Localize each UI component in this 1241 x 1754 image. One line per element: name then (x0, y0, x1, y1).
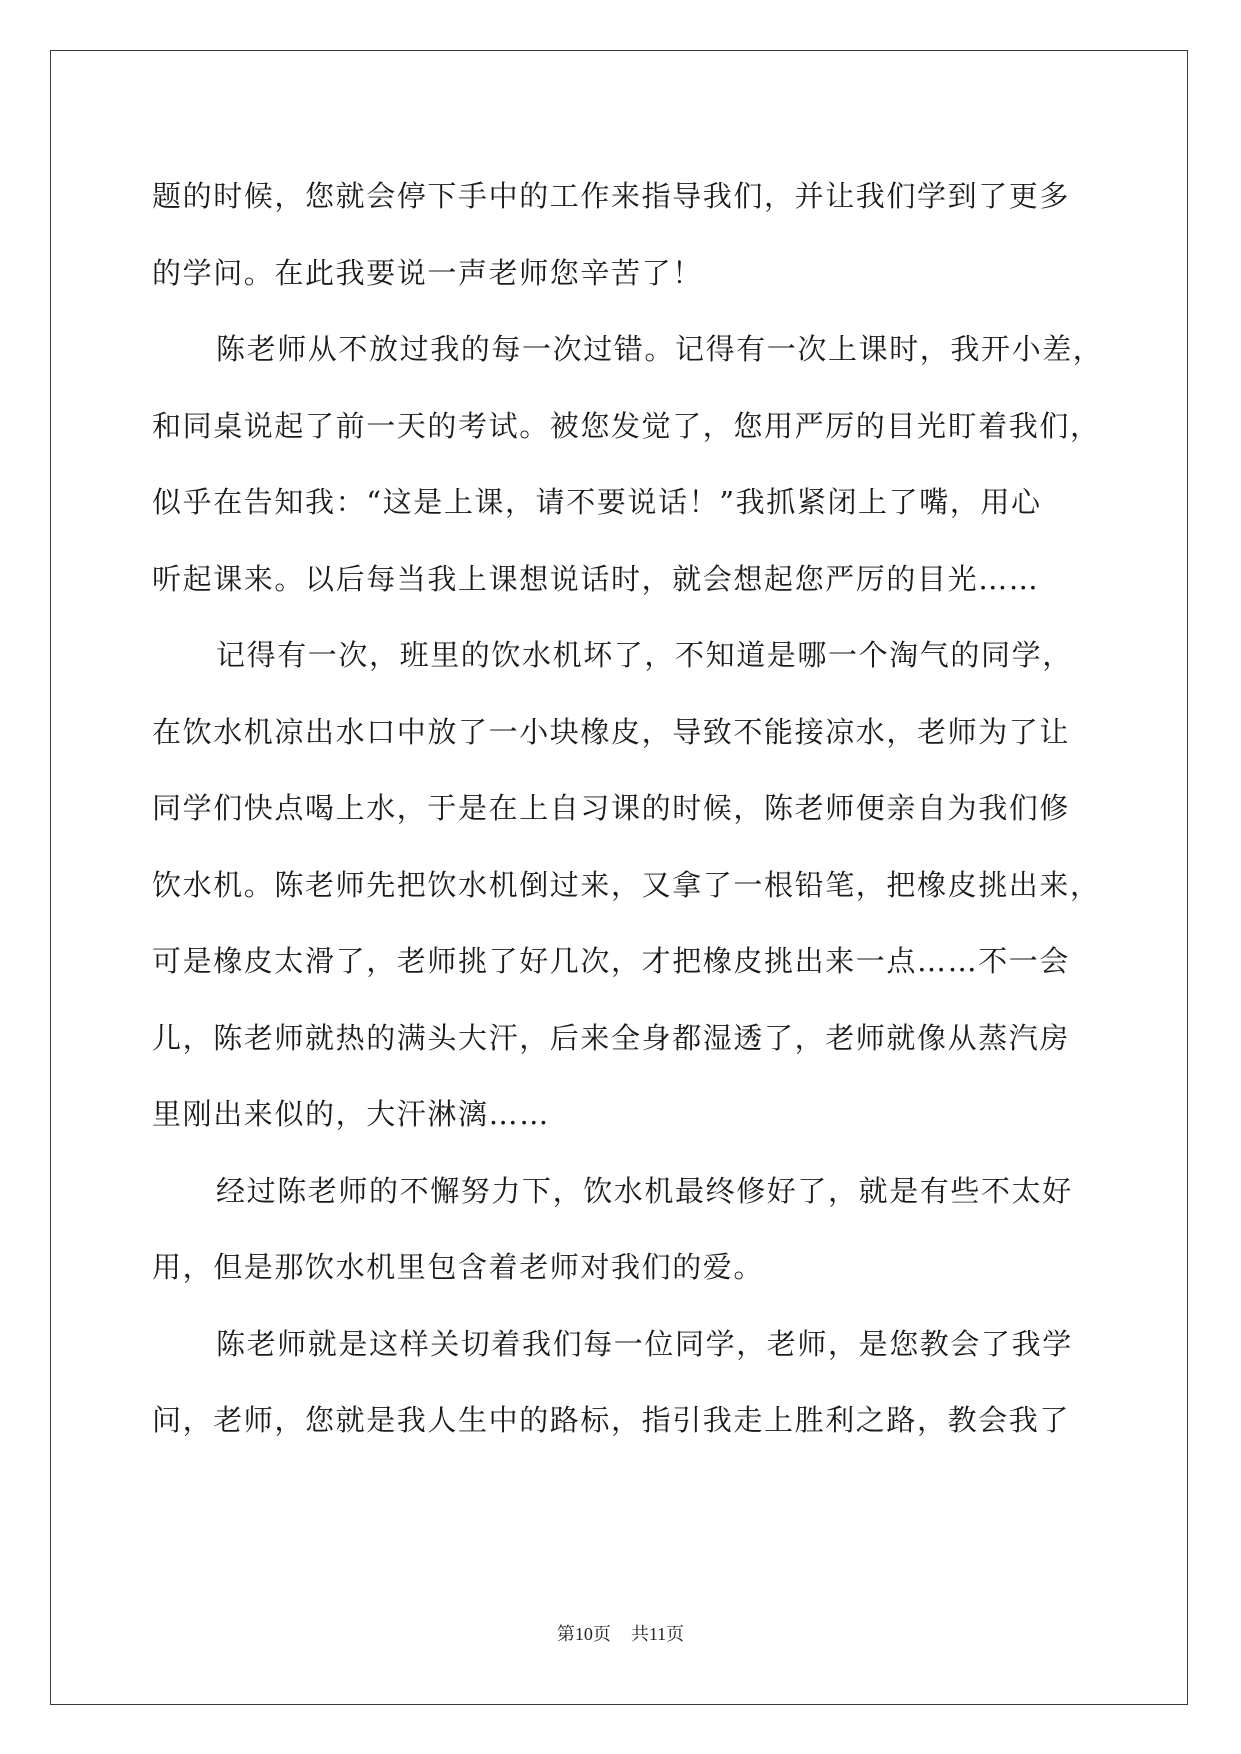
text-line-6: 听起课来。以后每当我上课想说话时，就会想起您严厉的目光…… (152, 561, 1040, 596)
text-line-7: 记得有一次，班里的饮水机坏了，不知道是哪一个淘气的同学， (216, 638, 1073, 672)
page-footer (0, 1620, 1241, 1646)
page-total: 共11页 (630, 1624, 685, 1644)
text-line-8: 在饮水机凉出水口中放了一小块橡皮，导致不能接凉水，老师为了让 (152, 714, 1071, 749)
text-line-12: 儿，陈老师就热的满头大汗，后来全身都湿透了，老师就像从蒸汽房 (152, 1020, 1071, 1055)
text-line-10: 饮水机。陈老师先把饮水机倒过来，又拿了一根铅笔，把橡皮挑出来， (152, 867, 1101, 902)
text-line-2: 的学问。在此我要说一声老师您辛苦了！ (152, 255, 703, 290)
text-line-4: 和同桌说起了前一天的考试。被您发觉了，您用严厉的目光盯着我们， (152, 408, 1101, 443)
page-number: 第10页 (556, 1624, 611, 1644)
text-line-17: 问，老师，您就是我人生中的路标，指引我走上胜利之路，教会我了 (152, 1403, 1071, 1437)
text-line-13: 里刚出来似的，大汗淋漓…… (152, 1097, 550, 1131)
text-line-1: 题的时候，您就会停下手中的工作来指导我们，并让我们学到了更多 (152, 179, 1071, 213)
text-line-9: 同学们快点喝上水，于是在上自习课的时候，陈老师便亲自为我们修 (152, 791, 1071, 825)
text-line-11: 可是橡皮太滑了，老师挑了好几次，才把橡皮挑出来一点……不一会 (152, 944, 1071, 978)
text-line-14: 经过陈老师的不懈努力下，饮水机最终修好了，就是有些不太好 (216, 1173, 1073, 1208)
text-line-3: 陈老师从不放过我的每一次过错。记得有一次上课时，我开小差， (216, 332, 1104, 366)
document-body (152, 158, 1104, 1459)
text-line-5: 似乎在告知我：“这是上课，请不要说话！”我抓紧闭上了嘴，用心 (152, 485, 1042, 519)
text-line-16: 陈老师就是这样关切着我们每一位同学，老师，是您教会了我学 (216, 1326, 1073, 1361)
text-line-15: 用，但是那饮水机里包含着老师对我们的爱。 (152, 1250, 765, 1284)
